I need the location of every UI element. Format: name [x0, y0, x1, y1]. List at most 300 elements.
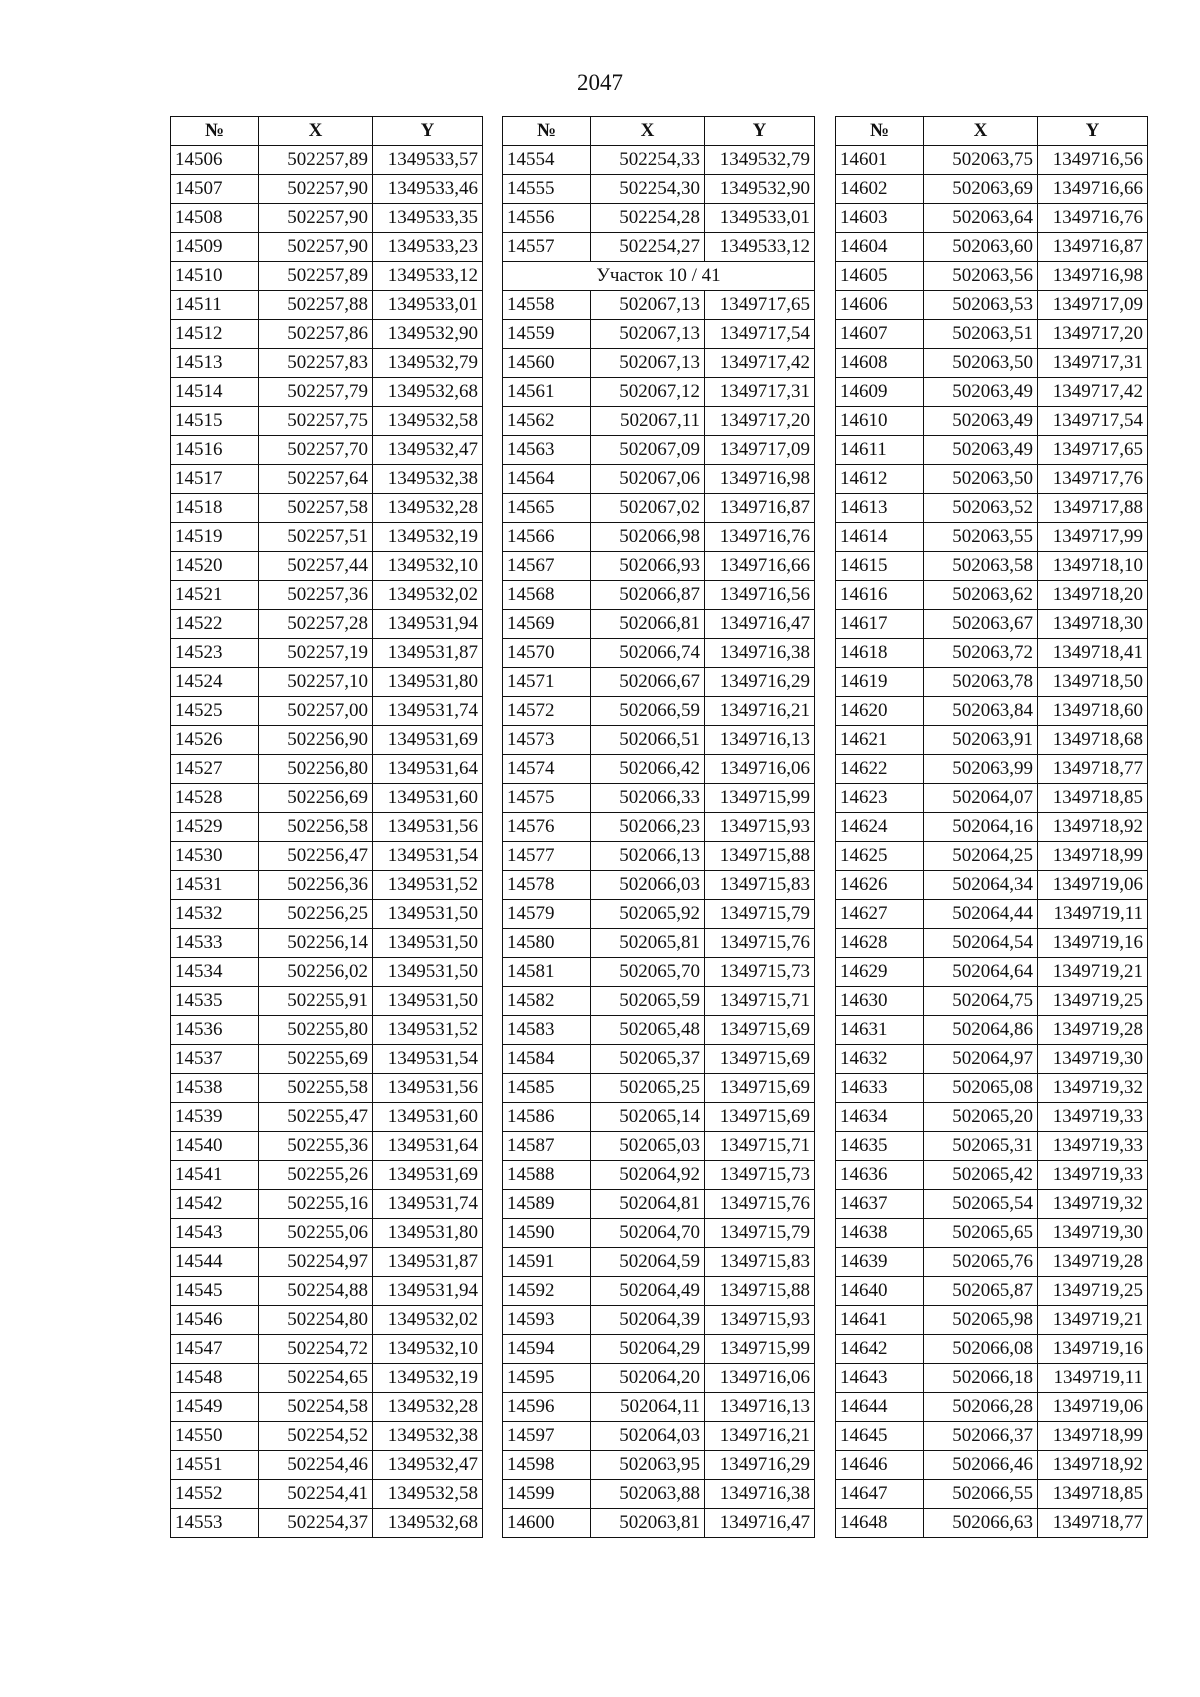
- point-number-cell: 14545: [171, 1277, 259, 1306]
- table-row: [503, 929, 815, 958]
- coordinate-x-cell: 502064,44: [924, 900, 1038, 929]
- point-number-cell: 14589: [503, 1190, 591, 1219]
- coordinate-y-cell: 1349716,66: [705, 552, 815, 581]
- point-number-cell: 14609: [836, 378, 924, 407]
- point-number-cell: 14567: [503, 552, 591, 581]
- table-row: [836, 1509, 1148, 1538]
- point-number-cell: 14536: [171, 1016, 259, 1045]
- point-number-cell: 14523: [171, 639, 259, 668]
- coordinate-x-cell: 502067,12: [591, 378, 705, 407]
- coordinate-x-cell: 502066,98: [591, 523, 705, 552]
- point-number-cell: 14538: [171, 1074, 259, 1103]
- table-row: [836, 871, 1148, 900]
- coordinate-y-cell: 1349716,13: [705, 1393, 815, 1422]
- coordinate-y-cell: 1349718,92: [1038, 1451, 1148, 1480]
- coordinate-y-cell: 1349715,79: [705, 900, 815, 929]
- coordinate-x-cell: 502065,31: [924, 1132, 1038, 1161]
- coordinate-y-cell: 1349716,66: [1038, 175, 1148, 204]
- coordinate-y-cell: 1349531,94: [373, 1277, 483, 1306]
- point-number-cell: 14581: [503, 958, 591, 987]
- coordinate-y-cell: 1349719,33: [1038, 1132, 1148, 1161]
- point-number-cell: 14552: [171, 1480, 259, 1509]
- coordinate-x-cell: 502066,46: [924, 1451, 1038, 1480]
- coordinate-y-cell: 1349719,11: [1038, 900, 1148, 929]
- coordinates-table-3: [835, 116, 1148, 1538]
- table-row: [171, 1248, 483, 1277]
- coordinate-x-cell: 502065,70: [591, 958, 705, 987]
- coordinate-y-cell: 1349531,56: [373, 1074, 483, 1103]
- point-number-cell: 14588: [503, 1161, 591, 1190]
- point-number-cell: 14590: [503, 1219, 591, 1248]
- coordinate-x-cell: 502065,42: [924, 1161, 1038, 1190]
- coordinate-x-cell: 502257,89: [259, 262, 373, 291]
- table-row: [836, 726, 1148, 755]
- coordinate-y-cell: 1349715,83: [705, 871, 815, 900]
- coordinate-y-cell: 1349533,01: [373, 291, 483, 320]
- table-row: [836, 349, 1148, 378]
- point-number-cell: 14524: [171, 668, 259, 697]
- table-header-row: [503, 117, 815, 146]
- table-row: [503, 1103, 815, 1132]
- coordinate-x-cell: 502065,37: [591, 1045, 705, 1074]
- table-row: [503, 1480, 815, 1509]
- section-row: [503, 262, 815, 291]
- coordinate-y-cell: 1349532,19: [373, 1364, 483, 1393]
- coordinate-y-cell: 1349716,47: [705, 1509, 815, 1538]
- coordinate-y-cell: 1349531,54: [373, 1045, 483, 1074]
- coordinate-x-cell: 502257,90: [259, 233, 373, 262]
- coordinate-x-cell: 502064,11: [591, 1393, 705, 1422]
- table-row: [836, 378, 1148, 407]
- table-row: [503, 1219, 815, 1248]
- point-number-cell: 14558: [503, 291, 591, 320]
- coordinate-x-cell: 502066,74: [591, 639, 705, 668]
- header-number: №: [836, 117, 924, 146]
- table-row: [503, 1306, 815, 1335]
- coordinate-x-cell: 502064,97: [924, 1045, 1038, 1074]
- coordinates-table-2: [502, 116, 815, 1538]
- coordinate-x-cell: 502066,51: [591, 726, 705, 755]
- table-row: [503, 610, 815, 639]
- table-row: [503, 668, 815, 697]
- coordinate-y-cell: 1349717,65: [1038, 436, 1148, 465]
- table-row: [836, 1045, 1148, 1074]
- table-row: [503, 1451, 815, 1480]
- header-x: X: [924, 117, 1038, 146]
- coordinate-x-cell: 502254,37: [259, 1509, 373, 1538]
- coordinate-y-cell: 1349532,68: [373, 1509, 483, 1538]
- table-row: [503, 1422, 815, 1451]
- point-number-cell: 14608: [836, 349, 924, 378]
- coordinate-x-cell: 502064,70: [591, 1219, 705, 1248]
- coordinate-y-cell: 1349532,38: [373, 465, 483, 494]
- coordinate-x-cell: 502067,09: [591, 436, 705, 465]
- coordinate-y-cell: 1349532,38: [373, 1422, 483, 1451]
- page-number: 2047: [577, 70, 623, 95]
- coordinate-y-cell: 1349719,32: [1038, 1190, 1148, 1219]
- point-number-cell: 14624: [836, 813, 924, 842]
- point-number-cell: 14598: [503, 1451, 591, 1480]
- table-row: [171, 1422, 483, 1451]
- coordinate-y-cell: 1349531,64: [373, 1132, 483, 1161]
- coordinate-x-cell: 502067,06: [591, 465, 705, 494]
- coordinate-x-cell: 502066,93: [591, 552, 705, 581]
- point-number-cell: 14518: [171, 494, 259, 523]
- coordinate-y-cell: 1349717,09: [705, 436, 815, 465]
- coordinate-y-cell: 1349531,69: [373, 1161, 483, 1190]
- table-row: [503, 465, 815, 494]
- coordinate-y-cell: 1349717,42: [705, 349, 815, 378]
- coordinate-x-cell: 502257,36: [259, 581, 373, 610]
- point-number-cell: 14535: [171, 987, 259, 1016]
- point-number-cell: 14592: [503, 1277, 591, 1306]
- point-number-cell: 14515: [171, 407, 259, 436]
- coordinate-x-cell: 502066,18: [924, 1364, 1038, 1393]
- coordinate-y-cell: 1349718,41: [1038, 639, 1148, 668]
- point-number-cell: 14633: [836, 1074, 924, 1103]
- coordinate-x-cell: 502064,16: [924, 813, 1038, 842]
- point-number-cell: 14612: [836, 465, 924, 494]
- table-row: [503, 1045, 815, 1074]
- table-row: [171, 784, 483, 813]
- coordinate-y-cell: 1349533,12: [373, 262, 483, 291]
- point-number-cell: 14644: [836, 1393, 924, 1422]
- coordinate-x-cell: 502064,54: [924, 929, 1038, 958]
- table-row: [836, 784, 1148, 813]
- point-number-cell: 14532: [171, 900, 259, 929]
- coordinate-x-cell: 502063,64: [924, 204, 1038, 233]
- coordinates-table-1: [170, 116, 483, 1538]
- coordinate-y-cell: 1349531,87: [373, 1248, 483, 1277]
- coordinate-x-cell: 502065,48: [591, 1016, 705, 1045]
- coordinate-x-cell: 502063,55: [924, 523, 1038, 552]
- table-row: [836, 523, 1148, 552]
- coordinate-y-cell: 1349715,73: [705, 958, 815, 987]
- coordinate-x-cell: 502257,70: [259, 436, 373, 465]
- point-number-cell: 14556: [503, 204, 591, 233]
- coordinate-y-cell: 1349715,71: [705, 987, 815, 1016]
- coordinate-y-cell: 1349719,25: [1038, 987, 1148, 1016]
- coordinate-x-cell: 502066,67: [591, 668, 705, 697]
- point-number-cell: 14604: [836, 233, 924, 262]
- coordinate-x-cell: 502254,97: [259, 1248, 373, 1277]
- point-number-cell: 14591: [503, 1248, 591, 1277]
- coordinate-x-cell: 502254,27: [591, 233, 705, 262]
- coordinate-x-cell: 502066,33: [591, 784, 705, 813]
- point-number-cell: 14563: [503, 436, 591, 465]
- coordinate-x-cell: 502063,56: [924, 262, 1038, 291]
- coordinate-y-cell: 1349719,11: [1038, 1364, 1148, 1393]
- coordinate-y-cell: 1349716,06: [705, 1364, 815, 1393]
- point-number-cell: 14564: [503, 465, 591, 494]
- coordinate-x-cell: 502257,86: [259, 320, 373, 349]
- table-row: [836, 175, 1148, 204]
- table-row: [836, 436, 1148, 465]
- coordinate-x-cell: 502066,42: [591, 755, 705, 784]
- point-number-cell: 14512: [171, 320, 259, 349]
- table-row: [503, 494, 815, 523]
- table-row: [836, 842, 1148, 871]
- table-row: [503, 291, 815, 320]
- coordinate-x-cell: 502064,86: [924, 1016, 1038, 1045]
- point-number-cell: 14627: [836, 900, 924, 929]
- table-row: [503, 378, 815, 407]
- point-number-cell: 14638: [836, 1219, 924, 1248]
- table-row: [503, 958, 815, 987]
- coordinate-x-cell: 502065,20: [924, 1103, 1038, 1132]
- coordinate-y-cell: 1349532,79: [705, 146, 815, 175]
- table-row: [171, 610, 483, 639]
- table-row: [503, 871, 815, 900]
- coordinate-y-cell: 1349717,20: [705, 407, 815, 436]
- coordinate-y-cell: 1349715,99: [705, 784, 815, 813]
- coordinate-y-cell: 1349533,01: [705, 204, 815, 233]
- coordinate-x-cell: 502066,03: [591, 871, 705, 900]
- coordinate-x-cell: 502066,63: [924, 1509, 1038, 1538]
- table-row: [836, 552, 1148, 581]
- point-number-cell: 14580: [503, 929, 591, 958]
- coordinate-x-cell: 502063,62: [924, 581, 1038, 610]
- table-row: [836, 407, 1148, 436]
- table-row: [836, 1277, 1148, 1306]
- table-row: [836, 1393, 1148, 1422]
- point-number-cell: 14510: [171, 262, 259, 291]
- coordinate-y-cell: 1349715,93: [705, 813, 815, 842]
- point-number-cell: 14648: [836, 1509, 924, 1538]
- table-row: [836, 465, 1148, 494]
- coordinate-y-cell: 1349719,30: [1038, 1045, 1148, 1074]
- table-row: [171, 1364, 483, 1393]
- point-number-cell: 14606: [836, 291, 924, 320]
- point-number-cell: 14619: [836, 668, 924, 697]
- coordinate-x-cell: 502063,50: [924, 349, 1038, 378]
- coordinate-x-cell: 502065,03: [591, 1132, 705, 1161]
- table-row: [171, 958, 483, 987]
- header-number: №: [171, 117, 259, 146]
- coordinate-x-cell: 502256,47: [259, 842, 373, 871]
- coordinate-x-cell: 502067,11: [591, 407, 705, 436]
- point-number-cell: 14546: [171, 1306, 259, 1335]
- point-number-cell: 14599: [503, 1480, 591, 1509]
- table-row: [503, 1248, 815, 1277]
- coordinate-x-cell: 502064,03: [591, 1422, 705, 1451]
- table-row: [503, 1016, 815, 1045]
- table-row: [171, 407, 483, 436]
- coordinate-x-cell: 502064,34: [924, 871, 1038, 900]
- coordinate-x-cell: 502063,50: [924, 465, 1038, 494]
- coordinate-x-cell: 502254,72: [259, 1335, 373, 1364]
- coordinate-x-cell: 502254,52: [259, 1422, 373, 1451]
- point-number-cell: 14509: [171, 233, 259, 262]
- coordinate-x-cell: 502063,58: [924, 552, 1038, 581]
- point-number-cell: 14620: [836, 697, 924, 726]
- coordinate-x-cell: 502255,26: [259, 1161, 373, 1190]
- point-number-cell: 14542: [171, 1190, 259, 1219]
- point-number-cell: 14635: [836, 1132, 924, 1161]
- point-number-cell: 14603: [836, 204, 924, 233]
- point-number-cell: 14520: [171, 552, 259, 581]
- table-row: [503, 1161, 815, 1190]
- point-number-cell: 14573: [503, 726, 591, 755]
- coordinate-y-cell: 1349717,31: [705, 378, 815, 407]
- point-number-cell: 14528: [171, 784, 259, 813]
- coordinate-x-cell: 502065,65: [924, 1219, 1038, 1248]
- coordinate-y-cell: 1349719,28: [1038, 1248, 1148, 1277]
- point-number-cell: 14616: [836, 581, 924, 610]
- coordinate-y-cell: 1349715,93: [705, 1306, 815, 1335]
- coordinate-y-cell: 1349532,47: [373, 1451, 483, 1480]
- coordinate-x-cell: 502257,00: [259, 697, 373, 726]
- coordinate-x-cell: 502067,13: [591, 320, 705, 349]
- coordinate-x-cell: 502256,14: [259, 929, 373, 958]
- coordinate-y-cell: 1349531,60: [373, 1103, 483, 1132]
- point-number-cell: 14522: [171, 610, 259, 639]
- table-row: [171, 378, 483, 407]
- header-number: №: [503, 117, 591, 146]
- coordinate-x-cell: 502063,49: [924, 378, 1038, 407]
- coordinate-y-cell: 1349719,33: [1038, 1103, 1148, 1132]
- coordinate-x-cell: 502257,90: [259, 175, 373, 204]
- coordinate-y-cell: 1349533,12: [705, 233, 815, 262]
- table-row: [836, 1219, 1148, 1248]
- coordinate-y-cell: 1349719,30: [1038, 1219, 1148, 1248]
- coordinate-y-cell: 1349718,77: [1038, 755, 1148, 784]
- point-number-cell: 14625: [836, 842, 924, 871]
- coordinate-y-cell: 1349531,52: [373, 871, 483, 900]
- point-number-cell: 14596: [503, 1393, 591, 1422]
- coordinate-y-cell: 1349531,60: [373, 784, 483, 813]
- table-row: [836, 929, 1148, 958]
- table-row: [171, 262, 483, 291]
- table-row: [171, 204, 483, 233]
- point-number-cell: 14511: [171, 291, 259, 320]
- table-row: [503, 1335, 815, 1364]
- point-number-cell: 14527: [171, 755, 259, 784]
- coordinate-x-cell: 502255,06: [259, 1219, 373, 1248]
- point-number-cell: 14637: [836, 1190, 924, 1219]
- coordinate-y-cell: 1349715,76: [705, 1190, 815, 1219]
- coordinate-y-cell: 1349716,29: [705, 668, 815, 697]
- point-number-cell: 14551: [171, 1451, 259, 1480]
- table-row: [836, 1190, 1148, 1219]
- coordinate-x-cell: 502256,36: [259, 871, 373, 900]
- point-number-cell: 14576: [503, 813, 591, 842]
- coordinate-y-cell: 1349719,16: [1038, 929, 1148, 958]
- coordinate-x-cell: 502256,58: [259, 813, 373, 842]
- coordinate-y-cell: 1349717,42: [1038, 378, 1148, 407]
- table-row: [836, 987, 1148, 1016]
- coordinate-y-cell: 1349717,88: [1038, 494, 1148, 523]
- coordinate-x-cell: 502065,81: [591, 929, 705, 958]
- table-row: [836, 1306, 1148, 1335]
- coordinate-y-cell: 1349719,16: [1038, 1335, 1148, 1364]
- coordinate-x-cell: 502064,64: [924, 958, 1038, 987]
- point-number-cell: 14639: [836, 1248, 924, 1277]
- coordinate-x-cell: 502065,25: [591, 1074, 705, 1103]
- coordinate-y-cell: 1349716,38: [705, 1480, 815, 1509]
- header-y: Y: [705, 117, 815, 146]
- coordinate-x-cell: 502063,99: [924, 755, 1038, 784]
- coordinate-y-cell: 1349718,77: [1038, 1509, 1148, 1538]
- point-number-cell: 14537: [171, 1045, 259, 1074]
- coordinate-x-cell: 502063,69: [924, 175, 1038, 204]
- coordinate-y-cell: 1349717,65: [705, 291, 815, 320]
- point-number-cell: 14521: [171, 581, 259, 610]
- point-number-cell: 14566: [503, 523, 591, 552]
- table-row: [171, 1132, 483, 1161]
- table-row: [503, 1074, 815, 1103]
- point-number-cell: 14582: [503, 987, 591, 1016]
- coordinate-x-cell: 502064,07: [924, 784, 1038, 813]
- coordinate-y-cell: 1349532,28: [373, 494, 483, 523]
- coordinate-y-cell: 1349718,10: [1038, 552, 1148, 581]
- coordinate-y-cell: 1349531,69: [373, 726, 483, 755]
- point-number-cell: 14539: [171, 1103, 259, 1132]
- coordinate-y-cell: 1349531,94: [373, 610, 483, 639]
- point-number-cell: 14579: [503, 900, 591, 929]
- point-number-cell: 14628: [836, 929, 924, 958]
- point-number-cell: 14543: [171, 1219, 259, 1248]
- table-row: [171, 697, 483, 726]
- coordinate-y-cell: 1349718,20: [1038, 581, 1148, 610]
- coordinate-x-cell: 502256,02: [259, 958, 373, 987]
- coordinate-x-cell: 502066,28: [924, 1393, 1038, 1422]
- coordinate-x-cell: 502064,81: [591, 1190, 705, 1219]
- table-row: [503, 639, 815, 668]
- point-number-cell: 14621: [836, 726, 924, 755]
- table-row: [836, 146, 1148, 175]
- coordinate-x-cell: 502257,88: [259, 291, 373, 320]
- coordinate-x-cell: 502067,13: [591, 349, 705, 378]
- coordinate-x-cell: 502064,75: [924, 987, 1038, 1016]
- coordinate-x-cell: 502065,08: [924, 1074, 1038, 1103]
- point-number-cell: 14517: [171, 465, 259, 494]
- coordinate-x-cell: 502067,13: [591, 291, 705, 320]
- table-row: [503, 407, 815, 436]
- point-number-cell: 14560: [503, 349, 591, 378]
- table-row: [503, 900, 815, 929]
- table-row: [171, 146, 483, 175]
- coordinate-x-cell: 502255,58: [259, 1074, 373, 1103]
- coordinate-y-cell: 1349531,50: [373, 958, 483, 987]
- coordinate-y-cell: 1349532,79: [373, 349, 483, 378]
- table-row: [836, 1074, 1148, 1103]
- coordinate-y-cell: 1349719,21: [1038, 958, 1148, 987]
- coordinate-x-cell: 502063,51: [924, 320, 1038, 349]
- coordinate-x-cell: 502257,79: [259, 378, 373, 407]
- coordinate-x-cell: 502254,33: [591, 146, 705, 175]
- table-row: [171, 494, 483, 523]
- point-number-cell: 14530: [171, 842, 259, 871]
- coordinate-x-cell: 502064,39: [591, 1306, 705, 1335]
- coordinate-y-cell: 1349531,50: [373, 987, 483, 1016]
- coordinate-x-cell: 502257,90: [259, 204, 373, 233]
- point-number-cell: 14629: [836, 958, 924, 987]
- coordinate-x-cell: 502257,10: [259, 668, 373, 697]
- point-number-cell: 14594: [503, 1335, 591, 1364]
- table-row: [836, 697, 1148, 726]
- coordinate-x-cell: 502065,92: [591, 900, 705, 929]
- point-number-cell: 14600: [503, 1509, 591, 1538]
- point-number-cell: 14526: [171, 726, 259, 755]
- coordinate-y-cell: 1349715,71: [705, 1132, 815, 1161]
- table-row: [171, 1045, 483, 1074]
- point-number-cell: 14586: [503, 1103, 591, 1132]
- table-row: [836, 813, 1148, 842]
- coordinate-x-cell: 502257,83: [259, 349, 373, 378]
- coordinate-x-cell: 502067,02: [591, 494, 705, 523]
- coordinate-y-cell: 1349716,38: [705, 639, 815, 668]
